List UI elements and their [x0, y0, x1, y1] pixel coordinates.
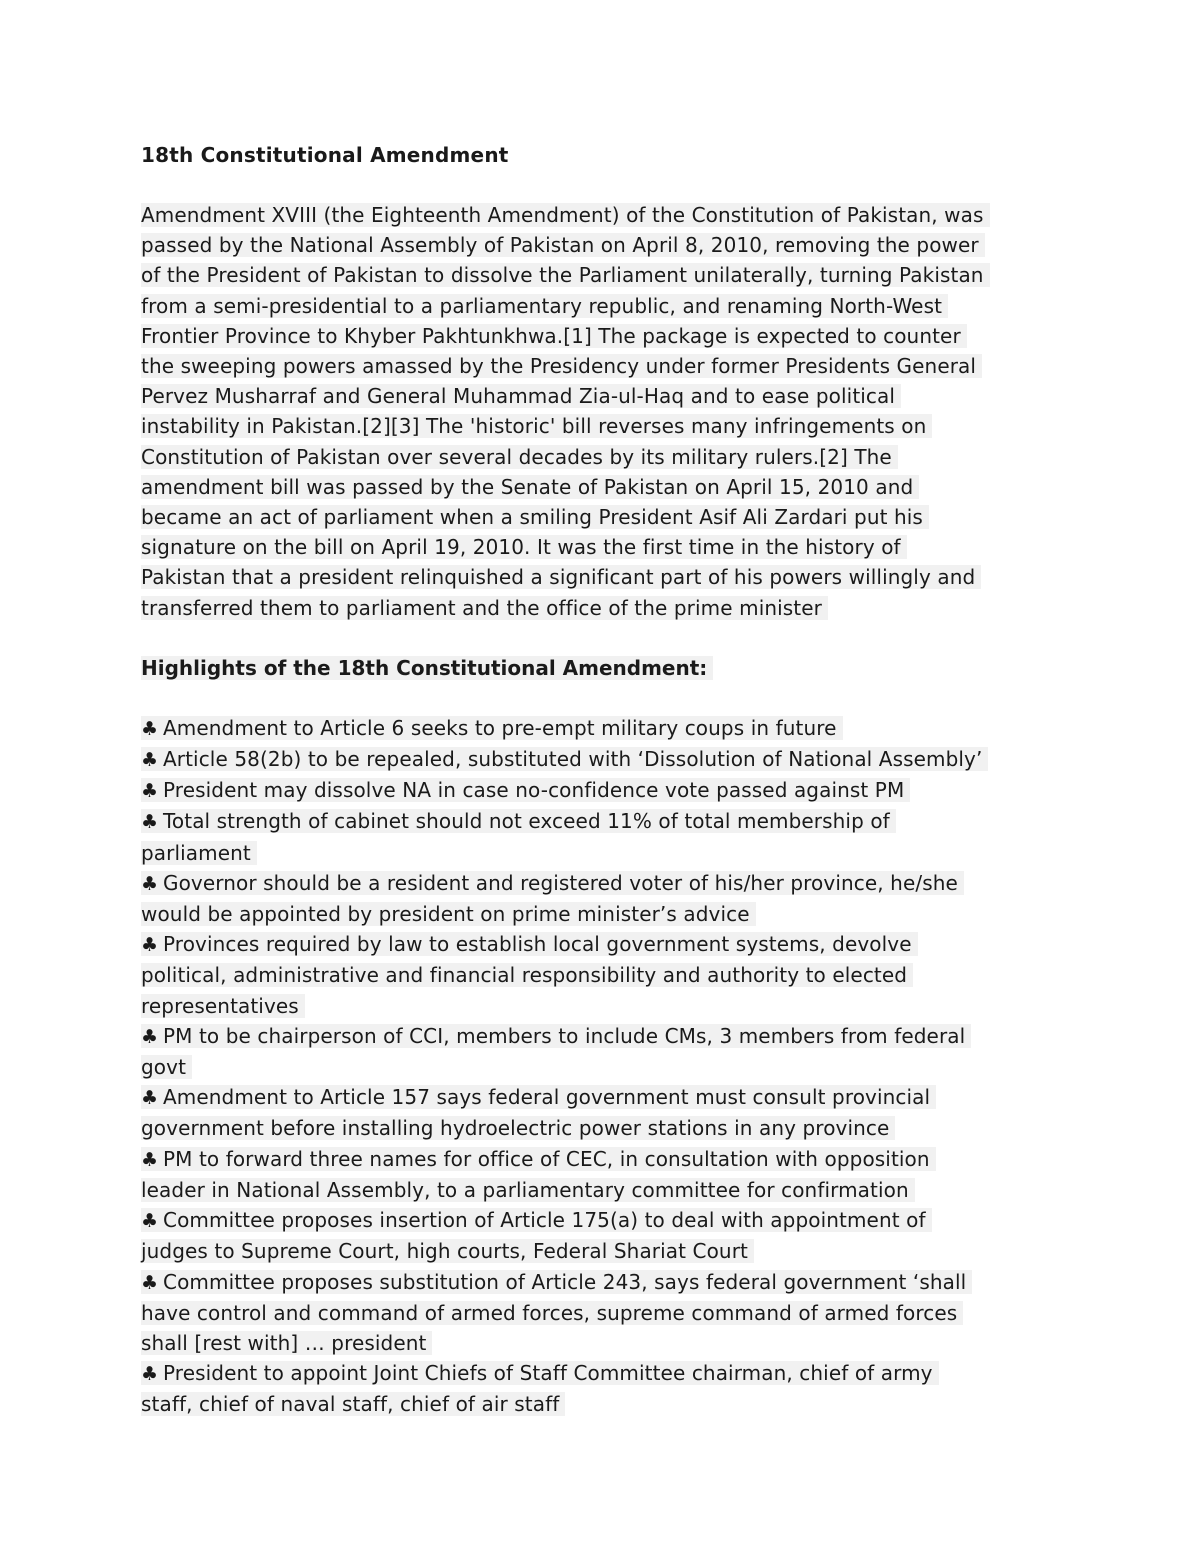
highlight-item-continuation: [141, 991, 1071, 1021]
intro-line-text: Constitution of Pakistan over several decades by its military rulers.[2] The: [141, 445, 898, 469]
club-bullet-icon: ♣: [141, 1025, 159, 1048]
highlight-item: [141, 1267, 1071, 1298]
intro-line-text: Amendment XVIII (the Eighteenth Amendment) of the Constitution of Pakistan, was: [141, 203, 990, 227]
intro-line-text: passed by the National Assembly of Pakistan on April 8, 2010, removing the power: [141, 233, 985, 257]
intro-line-text: Pakistan that a president relinquished a significant part of his powers willingly and: [141, 565, 981, 589]
highlight-item: [141, 929, 1071, 960]
highlight-text: staff, chief of naval staff, chief of air staff: [141, 1392, 560, 1417]
highlight-item-continuation: [141, 1113, 1071, 1143]
intro-line: [141, 351, 1071, 381]
document-title: 18th Constitutional Amendment: [141, 143, 509, 167]
highlight-text: Governor should be a resident and registered voter of his/her province, he/she: [163, 870, 958, 895]
highlight-text: judges to Supreme Court, high courts, Federal Shariat Court: [141, 1239, 748, 1264]
highlight-line: [141, 1239, 754, 1263]
highlight-text: government before installing hydroelectric power stations in any province: [141, 1116, 890, 1141]
highlight-line: [141, 1178, 915, 1202]
intro-line-text: the sweeping powers amassed by the Presidency under former Presidents General: [141, 354, 982, 378]
highlight-line: [141, 994, 305, 1018]
club-bullet-icon: ♣: [141, 872, 159, 895]
club-bullet-icon: ♣: [141, 1271, 159, 1294]
intro-line: [141, 411, 1071, 441]
highlight-item-continuation: [141, 838, 1071, 868]
highlight-line: [141, 1024, 971, 1048]
highlight-item: [141, 806, 1071, 837]
highlight-text: representatives: [141, 993, 299, 1018]
highlight-item: [141, 713, 1071, 744]
highlight-line: [141, 1331, 432, 1355]
club-bullet-icon: ♣: [141, 1210, 159, 1233]
highlight-item: [141, 1144, 1071, 1175]
intro-line-text: from a semi-presidential to a parliamentary republic, and renaming North-West: [141, 294, 948, 318]
intro-line: [141, 381, 1071, 411]
intro-line: [141, 321, 1071, 351]
highlight-item: [141, 868, 1071, 899]
intro-line: [141, 502, 1071, 532]
highlight-item-continuation: [141, 960, 1071, 990]
highlight-line: [141, 747, 988, 771]
highlight-item-continuation: [141, 1236, 1071, 1266]
highlight-item: [141, 744, 1071, 775]
highlight-text: political, administrative and financial responsibility and authority to elected: [141, 963, 908, 988]
highlight-item-continuation: [141, 1328, 1071, 1358]
highlight-item-continuation: [141, 1298, 1071, 1328]
highlight-text: PM to forward three names for office of CEC, in consultation with opposition: [163, 1146, 930, 1171]
club-bullet-icon: ♣: [141, 934, 159, 957]
club-bullet-icon: ♣: [141, 717, 159, 740]
highlight-item: [141, 1205, 1071, 1236]
highlights-heading: [141, 653, 1071, 683]
highlights-heading-text: Highlights of the 18th Constitutional Amendment:: [141, 656, 713, 680]
highlight-line: [141, 1085, 936, 1109]
intro-line: [141, 593, 1071, 623]
highlight-text: President may dissolve NA in case no-confidence vote passed against PM: [163, 778, 905, 803]
highlight-text: shall [rest with] … president: [141, 1330, 427, 1355]
highlight-text: have control and command of armed forces, supreme command of armed forces: [141, 1300, 958, 1325]
intro-line: [141, 532, 1071, 562]
highlight-text: leader in National Assembly, to a parliamentary committee for confirmation: [141, 1177, 909, 1202]
intro-line: [141, 230, 1071, 260]
intro-line: [141, 260, 1071, 290]
highlight-text: would be appointed by president on prime minister’s advice: [141, 902, 750, 927]
highlight-line: [141, 1392, 565, 1416]
highlight-line: [141, 963, 913, 987]
highlights-list: [141, 713, 1071, 1420]
club-bullet-icon: ♣: [141, 1087, 159, 1110]
highlight-item-continuation: [141, 1389, 1071, 1419]
highlight-item: [141, 1021, 1071, 1052]
highlight-text: Total strength of cabinet should not exceed 11% of total membership of: [163, 809, 890, 834]
highlight-item-continuation: [141, 1175, 1071, 1205]
intro-paragraph: [141, 200, 1071, 623]
intro-line: [141, 442, 1071, 472]
intro-line-text: became an act of parliament when a smiling President Asif Ali Zardari put his: [141, 505, 929, 529]
document-page: [141, 140, 1071, 1420]
highlight-line: [141, 902, 756, 926]
highlight-line: [141, 871, 964, 895]
highlight-text: Amendment to Article 157 says federal government must consult provincial: [163, 1085, 931, 1110]
highlight-line: [141, 1301, 963, 1325]
highlight-line: [141, 1147, 936, 1171]
highlight-text: parliament: [141, 840, 251, 865]
intro-line-text: signature on the bill on April 19, 2010. It was the first time in the history of: [141, 535, 907, 559]
club-bullet-icon: ♣: [141, 1148, 159, 1171]
club-bullet-icon: ♣: [141, 749, 159, 772]
intro-line: [141, 291, 1071, 321]
highlight-line: [141, 1116, 895, 1140]
highlight-line: [141, 1361, 939, 1385]
highlight-item: [141, 1082, 1071, 1113]
intro-line-text: Frontier Province to Khyber Pakhtunkhwa.[1] The package is expected to counter: [141, 324, 967, 348]
highlight-line: [141, 1208, 932, 1232]
highlight-text: PM to be chairperson of CCI, members to include CMs, 3 members from federal: [163, 1023, 966, 1048]
highlight-line: [141, 1270, 972, 1294]
highlight-text: Committee proposes substitution of Article 243, says federal government ‘shall: [163, 1269, 967, 1294]
highlight-item: [141, 1358, 1071, 1389]
club-bullet-icon: ♣: [141, 1363, 159, 1386]
highlight-item-continuation: [141, 899, 1071, 929]
highlight-text: Article 58(2b) to be repealed, substituted with ‘Dissolution of National Assembly’: [163, 747, 983, 772]
highlight-line: [141, 809, 896, 833]
highlight-text: President to appoint Joint Chiefs of Staff Committee chairman, chief of army: [163, 1361, 933, 1386]
highlight-line: [141, 932, 918, 956]
intro-line-text: transferred them to parliament and the office of the prime minister: [141, 596, 828, 620]
highlight-text: Provinces required by law to establish local government systems, devolve: [163, 932, 912, 957]
highlight-text: govt: [141, 1055, 187, 1080]
intro-line: [141, 562, 1071, 592]
intro-line-text: amendment bill was passed by the Senate of Pakistan on April 15, 2010 and: [141, 475, 919, 499]
highlight-text: Amendment to Article 6 seeks to pre-empt military coups in future: [163, 715, 837, 740]
highlight-item-continuation: [141, 1052, 1071, 1082]
intro-line-text: instability in Pakistan.[2][3] The 'historic' bill reverses many infringements on: [141, 414, 932, 438]
highlight-line: [141, 841, 257, 865]
intro-line: [141, 472, 1071, 502]
highlight-line: [141, 1055, 192, 1079]
highlight-line: [141, 778, 910, 802]
highlight-line: [141, 716, 843, 740]
highlight-text: Committee proposes insertion of Article 175(a) to deal with appointment of: [163, 1208, 926, 1233]
club-bullet-icon: ♣: [141, 811, 159, 834]
club-bullet-icon: ♣: [141, 780, 159, 803]
intro-line-text: of the President of Pakistan to dissolve the Parliament unilaterally, turning Pakistan: [141, 263, 990, 287]
highlight-item: [141, 775, 1071, 806]
intro-line: [141, 200, 1071, 230]
intro-line-text: Pervez Musharraf and General Muhammad Zia-ul-Haq and to ease political: [141, 384, 901, 408]
